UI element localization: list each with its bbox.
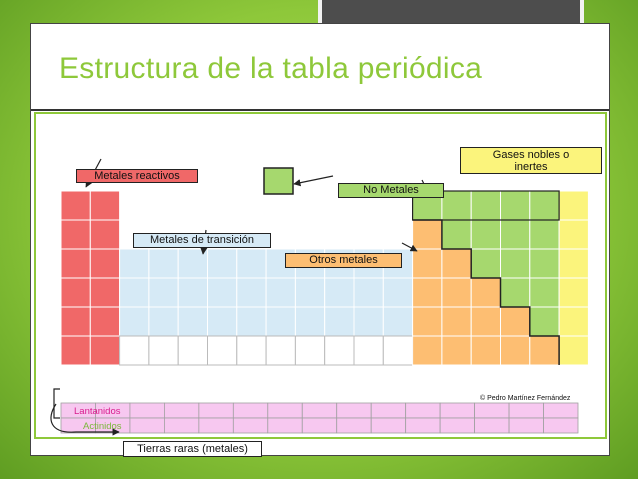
label-non-metals: No Metales bbox=[338, 183, 444, 198]
actinide-cell bbox=[302, 418, 336, 433]
label-other-metals: Otros metales bbox=[285, 253, 402, 268]
actinide-cell bbox=[509, 418, 543, 433]
element-cell-other-metals bbox=[530, 336, 559, 365]
element-cell-empty bbox=[120, 336, 149, 365]
label-rare-earths: Tierras raras (metales) bbox=[123, 441, 262, 457]
element-cell-other-metals bbox=[413, 220, 442, 249]
element-cell-reactive-metals bbox=[90, 278, 119, 307]
element-cell-empty bbox=[208, 336, 237, 365]
element-cell-transition-metals bbox=[178, 307, 207, 336]
element-cell-transition-metals bbox=[266, 307, 295, 336]
element-cell-noble-gases bbox=[559, 336, 588, 365]
element-cell-reactive-metals bbox=[61, 307, 90, 336]
element-cell-transition-metals bbox=[120, 249, 149, 278]
element-cell-non-metals bbox=[530, 278, 559, 307]
actinide-cell bbox=[268, 418, 302, 433]
element-cell-transition-metals bbox=[237, 307, 266, 336]
element-cell-non-metals bbox=[530, 220, 559, 249]
element-cell-non-metals bbox=[530, 307, 559, 336]
element-cell-empty bbox=[178, 336, 207, 365]
periodic-table-diagram bbox=[34, 112, 607, 455]
element-cell-non-metals bbox=[471, 220, 500, 249]
element-cell-other-metals bbox=[413, 307, 442, 336]
element-cell-transition-metals bbox=[149, 278, 178, 307]
element-cell-transition-metals bbox=[237, 249, 266, 278]
element-cell-non-metals bbox=[442, 220, 471, 249]
element-cell-other-metals bbox=[501, 307, 530, 336]
label-reactive-metals: Metales reactivos bbox=[76, 169, 198, 183]
element-cell-noble-gases bbox=[559, 249, 588, 278]
element-cell-transition-metals bbox=[178, 278, 207, 307]
element-cell-noble-gases bbox=[559, 220, 588, 249]
slide-title: Estructura de la tabla periódica bbox=[59, 52, 483, 85]
element-cell-empty bbox=[237, 336, 266, 365]
element-cell-other-metals bbox=[442, 336, 471, 365]
lanthanide-cell bbox=[268, 403, 302, 418]
actinide-cell bbox=[544, 418, 578, 433]
lanthanide-cell bbox=[440, 403, 474, 418]
element-cell-reactive-metals bbox=[90, 220, 119, 249]
element-cell-other-metals bbox=[413, 278, 442, 307]
actinide-cell bbox=[371, 418, 405, 433]
lanthanide-cell bbox=[475, 403, 509, 418]
label-noble-gases bbox=[460, 147, 602, 174]
element-cell-transition-metals bbox=[325, 278, 354, 307]
element-cell-reactive-metals bbox=[90, 307, 119, 336]
element-cell-noble-gases bbox=[559, 191, 588, 220]
element-cell-other-metals bbox=[413, 336, 442, 365]
element-cell-empty bbox=[354, 336, 383, 365]
lanthanide-cell bbox=[544, 403, 578, 418]
element-cell-other-metals bbox=[471, 336, 500, 365]
actinide-cell bbox=[440, 418, 474, 433]
non-metals-sample-box bbox=[264, 168, 293, 194]
element-cell-other-metals bbox=[442, 249, 471, 278]
label-transition-metals: Metales de transición bbox=[133, 233, 271, 248]
actinide-cell bbox=[337, 418, 371, 433]
element-cell-other-metals bbox=[471, 278, 500, 307]
actinide-cell bbox=[164, 418, 198, 433]
actinide-cell bbox=[233, 418, 267, 433]
element-cell-transition-metals bbox=[295, 307, 324, 336]
element-cell-non-metals bbox=[530, 191, 559, 220]
lanthanide-cell bbox=[371, 403, 405, 418]
actinide-cell bbox=[475, 418, 509, 433]
element-cell-non-metals bbox=[501, 191, 530, 220]
element-cell-transition-metals bbox=[295, 278, 324, 307]
element-cell-other-metals bbox=[413, 249, 442, 278]
element-cell-transition-metals bbox=[237, 278, 266, 307]
slide bbox=[30, 23, 610, 456]
element-cell-reactive-metals bbox=[61, 249, 90, 278]
actinide-cell bbox=[406, 418, 440, 433]
element-cell-non-metals bbox=[501, 249, 530, 278]
element-cell-transition-metals bbox=[383, 307, 412, 336]
element-cell-reactive-metals bbox=[61, 191, 90, 220]
element-cell-empty bbox=[295, 336, 324, 365]
element-cell-transition-metals bbox=[354, 278, 383, 307]
element-cell-reactive-metals bbox=[90, 249, 119, 278]
element-cell-non-metals bbox=[442, 191, 471, 220]
lanthanide-cell bbox=[199, 403, 233, 418]
element-cell-other-metals bbox=[471, 307, 500, 336]
element-cell-transition-metals bbox=[120, 278, 149, 307]
element-cell-transition-metals bbox=[208, 278, 237, 307]
label-noble-gases-line1: Gases nobles o bbox=[492, 149, 570, 161]
element-cell-transition-metals bbox=[208, 249, 237, 278]
element-cell-other-metals bbox=[501, 336, 530, 365]
element-cell-other-metals bbox=[442, 278, 471, 307]
element-cell-transition-metals bbox=[354, 307, 383, 336]
element-cell-empty bbox=[149, 336, 178, 365]
actinide-cell bbox=[130, 418, 164, 433]
element-cell-transition-metals bbox=[149, 307, 178, 336]
element-cell-reactive-metals bbox=[61, 220, 90, 249]
element-cell-transition-metals bbox=[383, 278, 412, 307]
element-cell-noble-gases bbox=[559, 278, 588, 307]
element-cell-empty bbox=[266, 336, 295, 365]
element-cell-transition-metals bbox=[120, 307, 149, 336]
lanthanide-cell bbox=[130, 403, 164, 418]
element-cell-transition-metals bbox=[149, 249, 178, 278]
element-cell-transition-metals bbox=[208, 307, 237, 336]
element-cell-transition-metals bbox=[266, 278, 295, 307]
element-cell-reactive-metals bbox=[90, 336, 119, 365]
element-cell-empty bbox=[383, 336, 412, 365]
lanthanide-cell bbox=[233, 403, 267, 418]
label-actinides: Actinidos bbox=[83, 421, 122, 432]
element-cell-reactive-metals bbox=[61, 336, 90, 365]
element-cell-noble-gases bbox=[559, 307, 588, 336]
credit-text: © Pedro Martínez Fernández bbox=[480, 395, 571, 402]
arrow-non-metals-left bbox=[294, 176, 333, 184]
element-cell-empty bbox=[325, 336, 354, 365]
rare-earths-bracket bbox=[54, 389, 60, 418]
element-cell-reactive-metals bbox=[90, 191, 119, 220]
element-cell-reactive-metals bbox=[61, 278, 90, 307]
lanthanide-cell bbox=[509, 403, 543, 418]
lanthanide-cell bbox=[164, 403, 198, 418]
element-cell-transition-metals bbox=[325, 307, 354, 336]
lanthanide-cell bbox=[406, 403, 440, 418]
lanthanide-cell bbox=[302, 403, 336, 418]
element-cell-non-metals bbox=[501, 278, 530, 307]
element-cell-non-metals bbox=[471, 249, 500, 278]
element-cell-non-metals bbox=[471, 191, 500, 220]
element-cell-non-metals bbox=[501, 220, 530, 249]
label-noble-gases-line2: inertes bbox=[514, 161, 548, 173]
lanthanide-cell bbox=[337, 403, 371, 418]
label-lanthanides: Lantanidos bbox=[74, 406, 121, 417]
title-divider bbox=[31, 109, 609, 111]
actinide-cell bbox=[199, 418, 233, 433]
element-cell-non-metals bbox=[530, 249, 559, 278]
element-cell-other-metals bbox=[442, 307, 471, 336]
